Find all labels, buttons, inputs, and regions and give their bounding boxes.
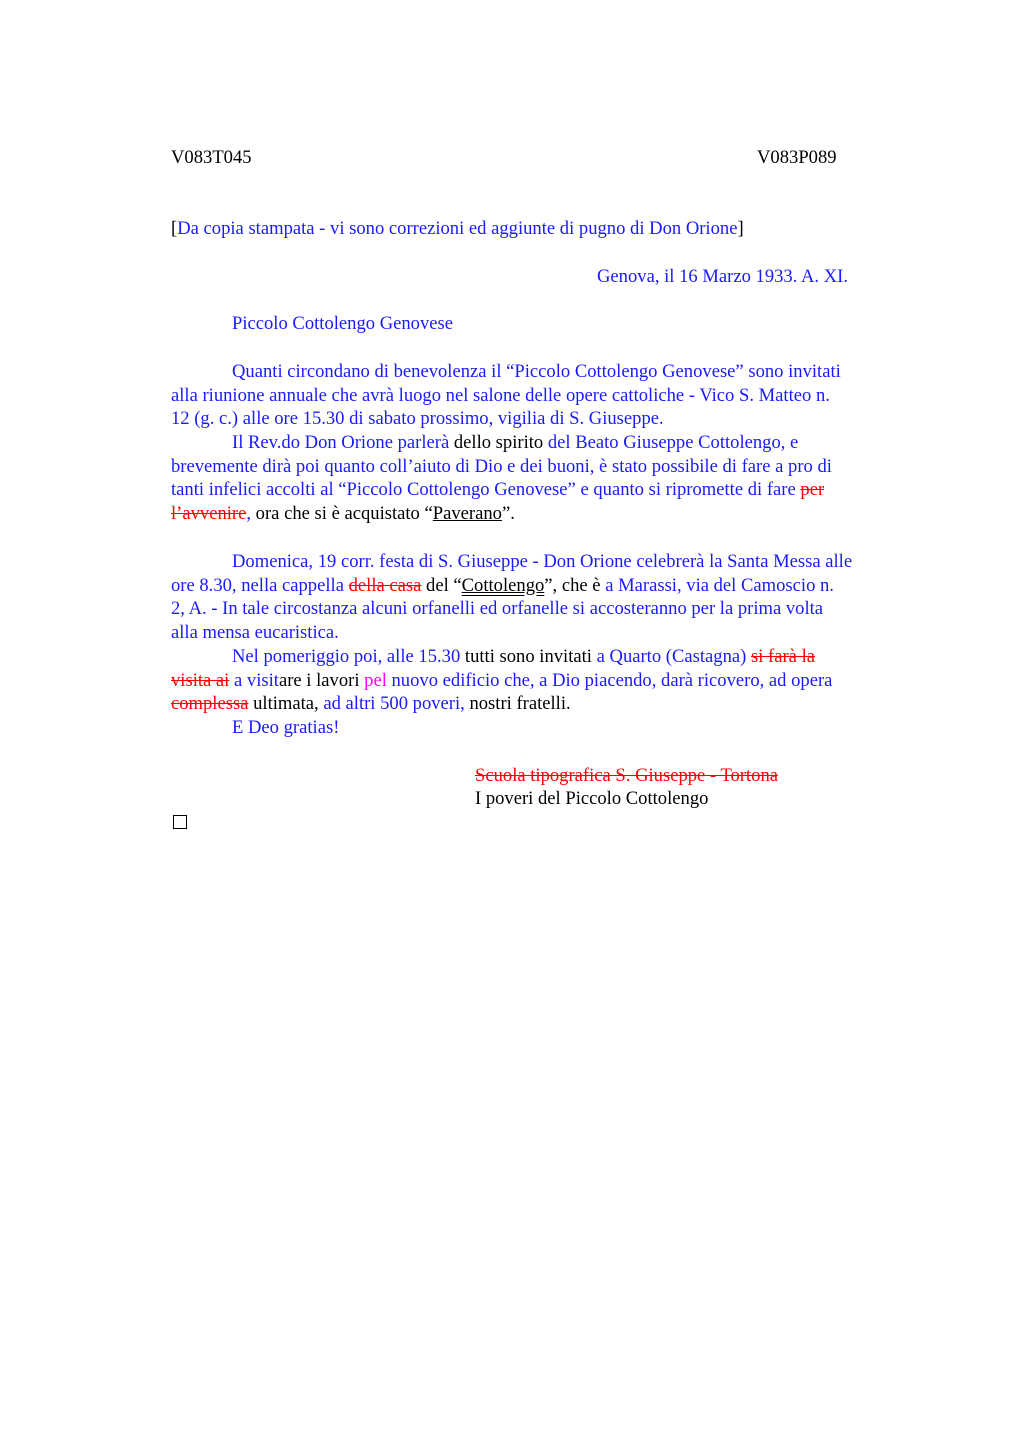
deletion: l’avvenire <box>171 503 247 525</box>
paragraph-2 <box>171 431 931 526</box>
source-note-open: [ <box>171 218 178 239</box>
signature: I poveri del Piccolo Cottolengo <box>475 788 709 809</box>
deletion: complessa <box>171 693 249 715</box>
underlined-word: Paverano <box>432 503 502 525</box>
paragraph-3-line-3: 2, A. - In tale circostanza alcuni orfanelli ed orfanelle si accosteranno per la prima volta <box>171 598 824 620</box>
deletion: per <box>800 479 825 501</box>
document-code-left: V083T045 <box>171 147 252 168</box>
paragraph-3-line-4: alla mensa eucaristica. <box>171 622 339 644</box>
document-code-right: V083P089 <box>757 147 837 168</box>
date-line: Genova, il 16 Marzo 1933. A. XI. <box>597 266 848 287</box>
source-note-close: ] <box>737 218 744 239</box>
magenta-insertion: pel <box>364 669 387 691</box>
deletion: si farà la <box>750 646 815 667</box>
paragraph-3-line-1: Domenica, 19 corr. festa di S. Giuseppe - Don Orione celebrerà la Santa Messa alle <box>232 551 853 572</box>
paragraph-4-line-3: complessa ultimata, ad altri 500 poveri, nostri fratelli. <box>171 693 571 715</box>
signature-struck: Scuola tipografica S. Giuseppe - Tortona <box>475 765 779 786</box>
paragraph-4-line-1: Nel pomeriggio poi, alle 15.30 tutti sono invitati a Quarto (Castagna) si farà la <box>232 646 815 667</box>
paragraph-2-line-2: brevemente dirà poi quanto coll’aiuto di Dio e dei buoni, è stato possibile di fare a pro di <box>171 455 832 477</box>
paragraph-4 <box>171 645 931 740</box>
paragraph-1-line-1: Quanti circondano di benevolenza il “Piccolo Cottolengo Genovese” sono invitati <box>232 361 841 382</box>
end-mark-box <box>173 815 187 829</box>
deletion: della casa <box>348 574 422 596</box>
deletion: visita ai <box>171 669 230 691</box>
source-note <box>171 218 744 240</box>
paragraph-1-line-3: 12 (g. c.) alle ore 15.30 di sabato prossimo, vigilia di S. Giuseppe. <box>171 408 664 430</box>
heading: Piccolo Cottolengo Genovese <box>232 313 454 334</box>
paragraph-3 <box>171 550 931 645</box>
paragraph-4-line-2: visita ai a visitare i lavori pel nuovo edificio che, a Dio piacendo, darà ricovero, ad opera <box>171 669 833 691</box>
paragraph-2-line-4: l’avvenire, ora che si è acquistato “Paverano”. <box>171 503 515 525</box>
source-note-text: Da copia stampata - vi sono correzioni ed aggiunte di pugno di Don Orione <box>177 218 738 239</box>
double-underlined-word: Cottolengo <box>461 574 545 596</box>
paragraph-2-line-1: Il Rev.do Don Orione parlerà dello spirito del Beato Giuseppe Cottolengo, e <box>232 432 799 453</box>
paragraph-1-line-2: alla riunione annuale che avrà luogo nel salone delle opere cattoliche - Vico S. Matteo n. <box>171 384 830 406</box>
paragraph-1 <box>171 360 931 431</box>
paragraph-2-line-3: tanti infelici accolti al “Piccolo Cottolengo Genovese” e quanto si ripromette di fare per <box>171 479 825 501</box>
closing-line: E Deo gratias! <box>232 717 340 739</box>
paragraph-3-line-2: ore 8.30, nella cappella della casa del “Cottolengo”, che è a Marassi, via del Camoscio n. <box>171 574 834 596</box>
